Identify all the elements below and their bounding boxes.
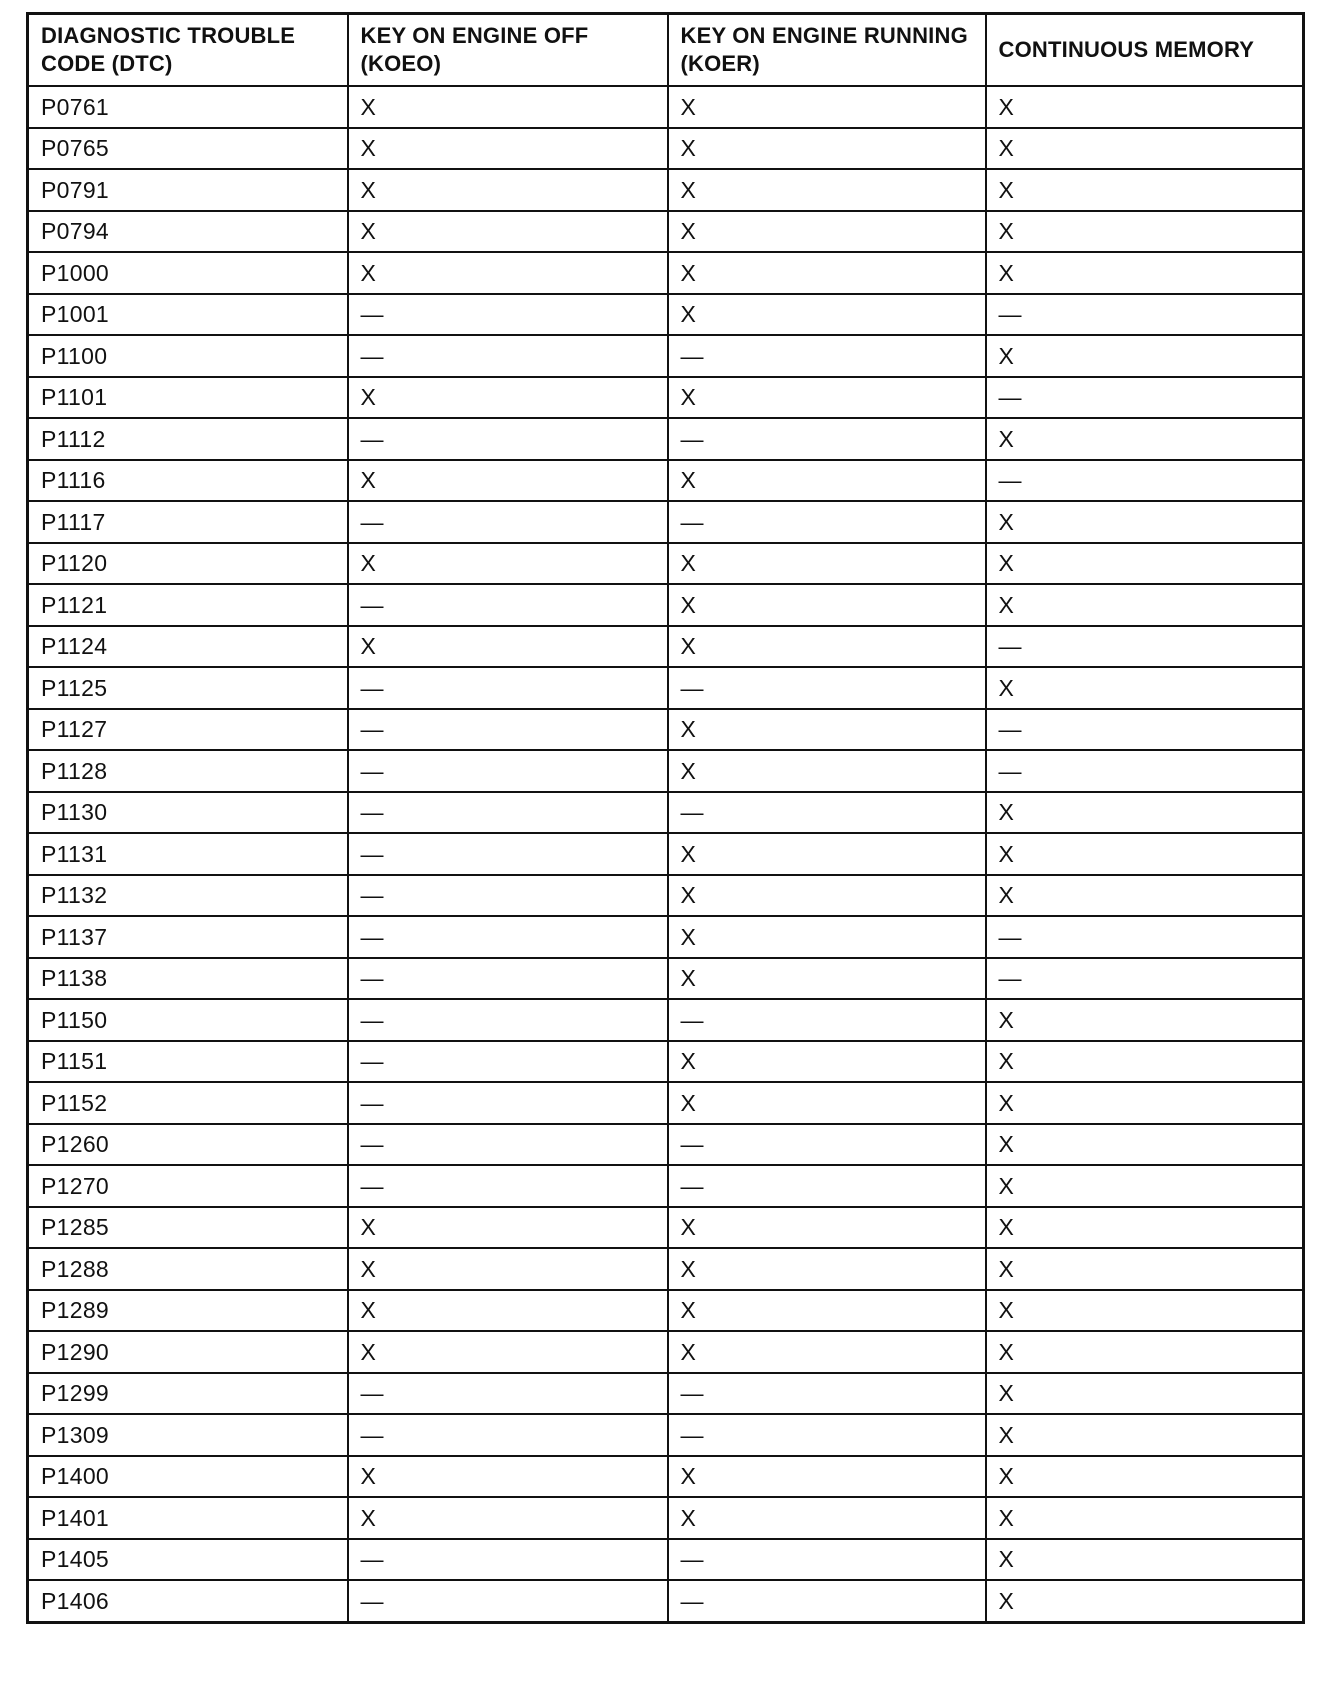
continuous-memory-cell: X	[986, 501, 1304, 543]
continuous-memory-cell: X	[986, 999, 1304, 1041]
koeo-cell: X	[348, 128, 668, 170]
continuous-memory-cell: X	[986, 1124, 1304, 1166]
dtc-code-cell: P1151	[28, 1041, 348, 1083]
koeo-cell: —	[348, 999, 668, 1041]
table-row	[28, 626, 1304, 668]
koeo-cell: —	[348, 958, 668, 1000]
koeo-cell: X	[348, 252, 668, 294]
koeo-cell: X	[348, 460, 668, 502]
header-koer: KEY ON ENGINE RUNNING (KOER)	[668, 14, 986, 87]
table-row	[28, 335, 1304, 377]
continuous-memory-cell: X	[986, 252, 1304, 294]
koeo-cell: —	[348, 667, 668, 709]
table-row	[28, 1082, 1304, 1124]
koeo-cell: —	[348, 1414, 668, 1456]
koer-cell: —	[668, 1373, 986, 1415]
table-row	[28, 833, 1304, 875]
continuous-memory-cell: X	[986, 1539, 1304, 1581]
dtc-code-cell: P1406	[28, 1580, 348, 1622]
continuous-memory-cell: X	[986, 1041, 1304, 1083]
koer-cell: —	[668, 792, 986, 834]
koer-cell: X	[668, 626, 986, 668]
dtc-code-cell: P1270	[28, 1165, 348, 1207]
table-row	[28, 1580, 1304, 1622]
table-row	[28, 211, 1304, 253]
dtc-code-cell: P1401	[28, 1497, 348, 1539]
koer-cell: —	[668, 999, 986, 1041]
table-row	[28, 1290, 1304, 1332]
continuous-memory-cell: X	[986, 211, 1304, 253]
koeo-cell: X	[348, 1207, 668, 1249]
koeo-cell: —	[348, 750, 668, 792]
dtc-code-cell: P1290	[28, 1331, 348, 1373]
koeo-cell: —	[348, 792, 668, 834]
koer-cell: X	[668, 211, 986, 253]
table-row	[28, 1414, 1304, 1456]
continuous-memory-cell: X	[986, 833, 1304, 875]
table-row	[28, 1165, 1304, 1207]
dtc-code-cell: P1150	[28, 999, 348, 1041]
table-row	[28, 792, 1304, 834]
table-row	[28, 1248, 1304, 1290]
continuous-memory-cell: —	[986, 460, 1304, 502]
koeo-cell: —	[348, 709, 668, 751]
table-row	[28, 1331, 1304, 1373]
koeo-cell: X	[348, 211, 668, 253]
dtc-code-cell: P0791	[28, 169, 348, 211]
continuous-memory-cell: X	[986, 418, 1304, 460]
dtc-code-cell: P1120	[28, 543, 348, 585]
koer-cell: —	[668, 1580, 986, 1622]
koer-cell: —	[668, 1165, 986, 1207]
koer-cell: X	[668, 1497, 986, 1539]
table-row	[28, 584, 1304, 626]
dtc-code-cell: P0765	[28, 128, 348, 170]
table-row	[28, 543, 1304, 585]
table-row	[28, 501, 1304, 543]
koer-cell: X	[668, 750, 986, 792]
table-row	[28, 1497, 1304, 1539]
table-row	[28, 875, 1304, 917]
dtc-code-cell: P1288	[28, 1248, 348, 1290]
koer-cell: —	[668, 501, 986, 543]
koer-cell: X	[668, 294, 986, 336]
table-row	[28, 1207, 1304, 1249]
koer-cell: X	[668, 1248, 986, 1290]
dtc-code-cell: P1121	[28, 584, 348, 626]
koer-cell: —	[668, 1414, 986, 1456]
table-row	[28, 128, 1304, 170]
continuous-memory-cell: X	[986, 169, 1304, 211]
koer-cell: X	[668, 875, 986, 917]
dtc-code-cell: P1100	[28, 335, 348, 377]
koer-cell: —	[668, 1124, 986, 1166]
dtc-code-cell: P1101	[28, 377, 348, 419]
dtc-code-cell: P1112	[28, 418, 348, 460]
dtc-code-cell: P1138	[28, 958, 348, 1000]
table-header	[28, 14, 1304, 87]
continuous-memory-cell: X	[986, 1290, 1304, 1332]
koeo-cell: —	[348, 875, 668, 917]
dtc-code-cell: P1289	[28, 1290, 348, 1332]
koer-cell: X	[668, 169, 986, 211]
continuous-memory-cell: —	[986, 750, 1304, 792]
koeo-cell: X	[348, 1456, 668, 1498]
koer-cell: X	[668, 1331, 986, 1373]
koeo-cell: —	[348, 1580, 668, 1622]
continuous-memory-cell: X	[986, 667, 1304, 709]
koer-cell: X	[668, 128, 986, 170]
koer-cell: X	[668, 833, 986, 875]
koer-cell: X	[668, 543, 986, 585]
dtc-code-cell: P1116	[28, 460, 348, 502]
koeo-cell: X	[348, 1497, 668, 1539]
continuous-memory-cell: X	[986, 1497, 1304, 1539]
koer-cell: X	[668, 252, 986, 294]
table-row	[28, 418, 1304, 460]
continuous-memory-cell: X	[986, 875, 1304, 917]
continuous-memory-cell: X	[986, 1331, 1304, 1373]
koer-cell: —	[668, 667, 986, 709]
koer-cell: —	[668, 418, 986, 460]
table-row	[28, 377, 1304, 419]
continuous-memory-cell: —	[986, 958, 1304, 1000]
header-continuous-memory: CONTINUOUS MEMORY	[986, 14, 1304, 87]
koeo-cell: —	[348, 335, 668, 377]
koeo-cell: —	[348, 294, 668, 336]
continuous-memory-cell: X	[986, 1082, 1304, 1124]
koeo-cell: X	[348, 1331, 668, 1373]
koer-cell: X	[668, 86, 986, 128]
dtc-code-cell: P1285	[28, 1207, 348, 1249]
koeo-cell: —	[348, 501, 668, 543]
table-row	[28, 460, 1304, 502]
koeo-cell: X	[348, 86, 668, 128]
continuous-memory-cell: X	[986, 1207, 1304, 1249]
table-row	[28, 1041, 1304, 1083]
dtc-code-cell: P1299	[28, 1373, 348, 1415]
koer-cell: X	[668, 1041, 986, 1083]
header-dtc: DIAGNOSTIC TROUBLE CODE (DTC)	[28, 14, 348, 87]
dtc-code-cell: P1127	[28, 709, 348, 751]
continuous-memory-cell: X	[986, 543, 1304, 585]
koeo-cell: —	[348, 1539, 668, 1581]
koer-cell: X	[668, 958, 986, 1000]
dtc-code-cell: P0794	[28, 211, 348, 253]
koer-cell: X	[668, 1207, 986, 1249]
continuous-memory-cell: —	[986, 377, 1304, 419]
table-row	[28, 86, 1304, 128]
koer-cell: —	[668, 335, 986, 377]
table-row	[28, 294, 1304, 336]
dtc-code-cell: P1128	[28, 750, 348, 792]
koeo-cell: —	[348, 1165, 668, 1207]
table-row	[28, 999, 1304, 1041]
table-row	[28, 667, 1304, 709]
koeo-cell: —	[348, 418, 668, 460]
continuous-memory-cell: X	[986, 1248, 1304, 1290]
continuous-memory-cell: —	[986, 294, 1304, 336]
dtc-code-cell: P1132	[28, 875, 348, 917]
continuous-memory-cell: X	[986, 584, 1304, 626]
table-row	[28, 1373, 1304, 1415]
koeo-cell: —	[348, 1082, 668, 1124]
table-row	[28, 169, 1304, 211]
table-row	[28, 916, 1304, 958]
koer-cell: X	[668, 460, 986, 502]
table-row	[28, 958, 1304, 1000]
continuous-memory-cell: —	[986, 916, 1304, 958]
koer-cell: X	[668, 916, 986, 958]
dtc-code-cell: P1117	[28, 501, 348, 543]
koer-cell: —	[668, 1539, 986, 1581]
table-row	[28, 1539, 1304, 1581]
continuous-memory-cell: X	[986, 1414, 1304, 1456]
koeo-cell: X	[348, 1290, 668, 1332]
header-row	[28, 14, 1304, 87]
continuous-memory-cell: —	[986, 626, 1304, 668]
dtc-code-cell: P1260	[28, 1124, 348, 1166]
koeo-cell: X	[348, 543, 668, 585]
continuous-memory-cell: X	[986, 1165, 1304, 1207]
continuous-memory-cell: X	[986, 1580, 1304, 1622]
koer-cell: X	[668, 709, 986, 751]
table-row	[28, 252, 1304, 294]
continuous-memory-cell: X	[986, 335, 1304, 377]
koeo-cell: —	[348, 916, 668, 958]
dtc-code-cell: P1131	[28, 833, 348, 875]
koer-cell: X	[668, 1456, 986, 1498]
koeo-cell: —	[348, 1373, 668, 1415]
header-koeo: KEY ON ENGINE OFF (KOEO)	[348, 14, 668, 87]
dtc-code-cell: P0761	[28, 86, 348, 128]
continuous-memory-cell: X	[986, 792, 1304, 834]
koeo-cell: —	[348, 1124, 668, 1166]
continuous-memory-cell: X	[986, 1373, 1304, 1415]
koeo-cell: —	[348, 584, 668, 626]
dtc-code-cell: P1137	[28, 916, 348, 958]
table-row	[28, 750, 1304, 792]
dtc-code-cell: P1309	[28, 1414, 348, 1456]
koer-cell: X	[668, 1082, 986, 1124]
dtc-code-cell: P1124	[28, 626, 348, 668]
koer-cell: X	[668, 584, 986, 626]
dtc-code-cell: P1400	[28, 1456, 348, 1498]
koeo-cell: X	[348, 1248, 668, 1290]
koer-cell: X	[668, 1290, 986, 1332]
table-row	[28, 1124, 1304, 1166]
koer-cell: X	[668, 377, 986, 419]
continuous-memory-cell: —	[986, 709, 1304, 751]
table-row	[28, 709, 1304, 751]
dtc-code-cell: P1152	[28, 1082, 348, 1124]
koeo-cell: —	[348, 833, 668, 875]
koeo-cell: X	[348, 626, 668, 668]
continuous-memory-cell: X	[986, 128, 1304, 170]
dtc-code-cell: P1130	[28, 792, 348, 834]
continuous-memory-cell: X	[986, 86, 1304, 128]
table-body	[28, 86, 1304, 1622]
table-row	[28, 1456, 1304, 1498]
dtc-code-cell: P1000	[28, 252, 348, 294]
koeo-cell: X	[348, 377, 668, 419]
dtc-code-cell: P1001	[28, 294, 348, 336]
continuous-memory-cell: X	[986, 1456, 1304, 1498]
koeo-cell: —	[348, 1041, 668, 1083]
dtc-code-cell: P1125	[28, 667, 348, 709]
dtc-code-cell: P1405	[28, 1539, 348, 1581]
koeo-cell: X	[348, 169, 668, 211]
dtc-test-mode-table	[26, 12, 1305, 1624]
